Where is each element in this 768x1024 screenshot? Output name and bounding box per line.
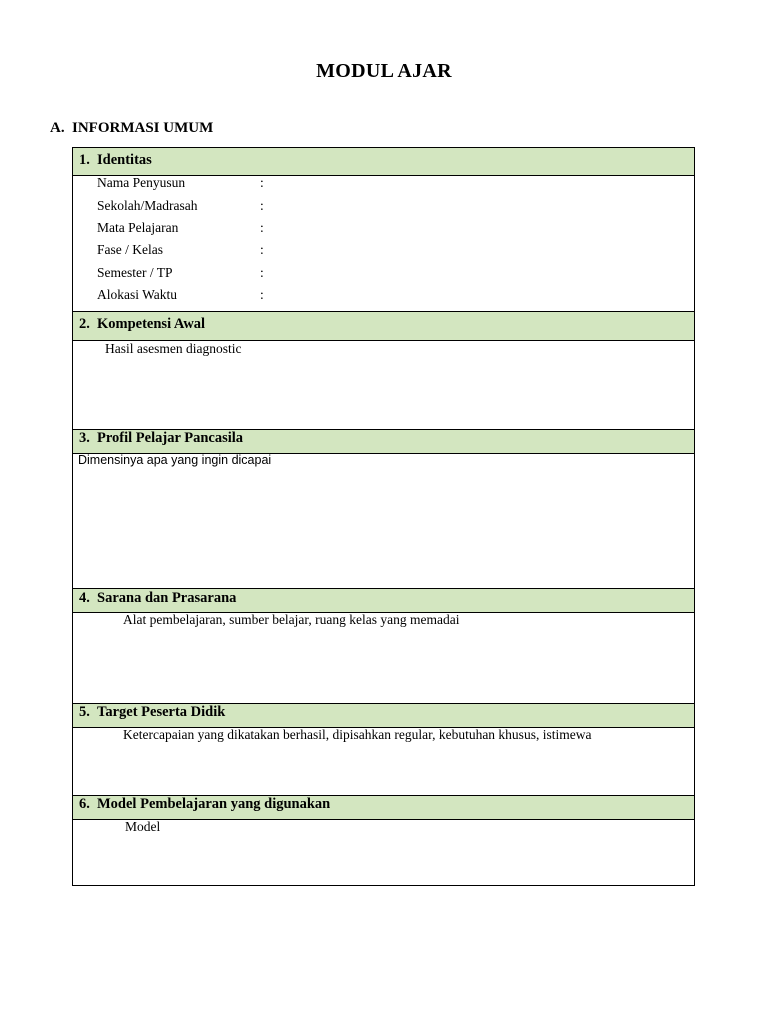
block-heading: Model Pembelajaran yang digunakan	[97, 796, 331, 812]
document-title: MODUL AJAR	[316, 60, 452, 82]
block-number: 2.	[79, 316, 90, 332]
block-number: 5.	[79, 704, 90, 720]
field-separator: :	[260, 287, 264, 302]
field-label: Alokasi Waktu	[97, 287, 178, 302]
block-heading: Identitas	[97, 152, 152, 168]
block-heading: Kompetensi Awal	[97, 316, 206, 332]
field-sekolah	[97, 198, 264, 214]
block-number: 6.	[79, 796, 90, 812]
field-separator: :	[260, 175, 264, 190]
block-number: 4.	[79, 590, 90, 606]
block-header-profil-pelajar	[72, 429, 695, 454]
block-text-kompetensi-awal: Hasil asesmen diagnostic	[105, 341, 242, 356]
field-label: Nama Penyusun	[97, 175, 186, 190]
field-nama-penyusun	[97, 175, 264, 191]
block-number: 1.	[79, 152, 90, 168]
block-text-target-peserta: Ketercapaian yang dikatakan berhasil, dipisahkan regular, kebutuhan khusus, istimewa	[123, 727, 592, 742]
block-header-target-peserta	[72, 703, 695, 728]
block-text-sarana: Alat pembelajaran, sumber belajar, ruang kelas yang memadai	[123, 612, 460, 627]
field-alokasi-waktu	[97, 287, 264, 303]
field-mata-pelajaran	[97, 220, 264, 236]
field-label: Sekolah/Madrasah	[97, 198, 198, 213]
block-header-sarana	[72, 588, 695, 613]
section-label: INFORMASI UMUM	[72, 120, 214, 136]
field-separator: :	[260, 220, 264, 235]
block-text-model-pembelajaran: Model	[125, 819, 161, 834]
block-heading: Profil Pelajar Pancasila	[97, 430, 244, 446]
field-separator: :	[260, 242, 264, 257]
field-label: Mata Pelajaran	[97, 220, 179, 235]
block-number: 3.	[79, 430, 90, 446]
section-heading	[50, 120, 213, 137]
field-label: Semester / TP	[97, 265, 173, 280]
field-semester	[97, 265, 264, 281]
block-header-identitas	[72, 147, 695, 176]
block-text-profil-pelajar: Dimensinya apa yang ingin dicapai	[78, 453, 272, 467]
section-letter: A.	[50, 120, 65, 136]
field-label: Fase / Kelas	[97, 242, 163, 257]
field-separator: :	[260, 265, 264, 280]
block-header-kompetensi-awal	[72, 311, 695, 341]
block-heading: Target Peserta Didik	[97, 704, 226, 720]
block-header-model-pembelajaran	[72, 795, 695, 820]
field-separator: :	[260, 198, 264, 213]
block-heading: Sarana dan Prasarana	[97, 590, 237, 606]
field-fase-kelas	[97, 242, 264, 258]
